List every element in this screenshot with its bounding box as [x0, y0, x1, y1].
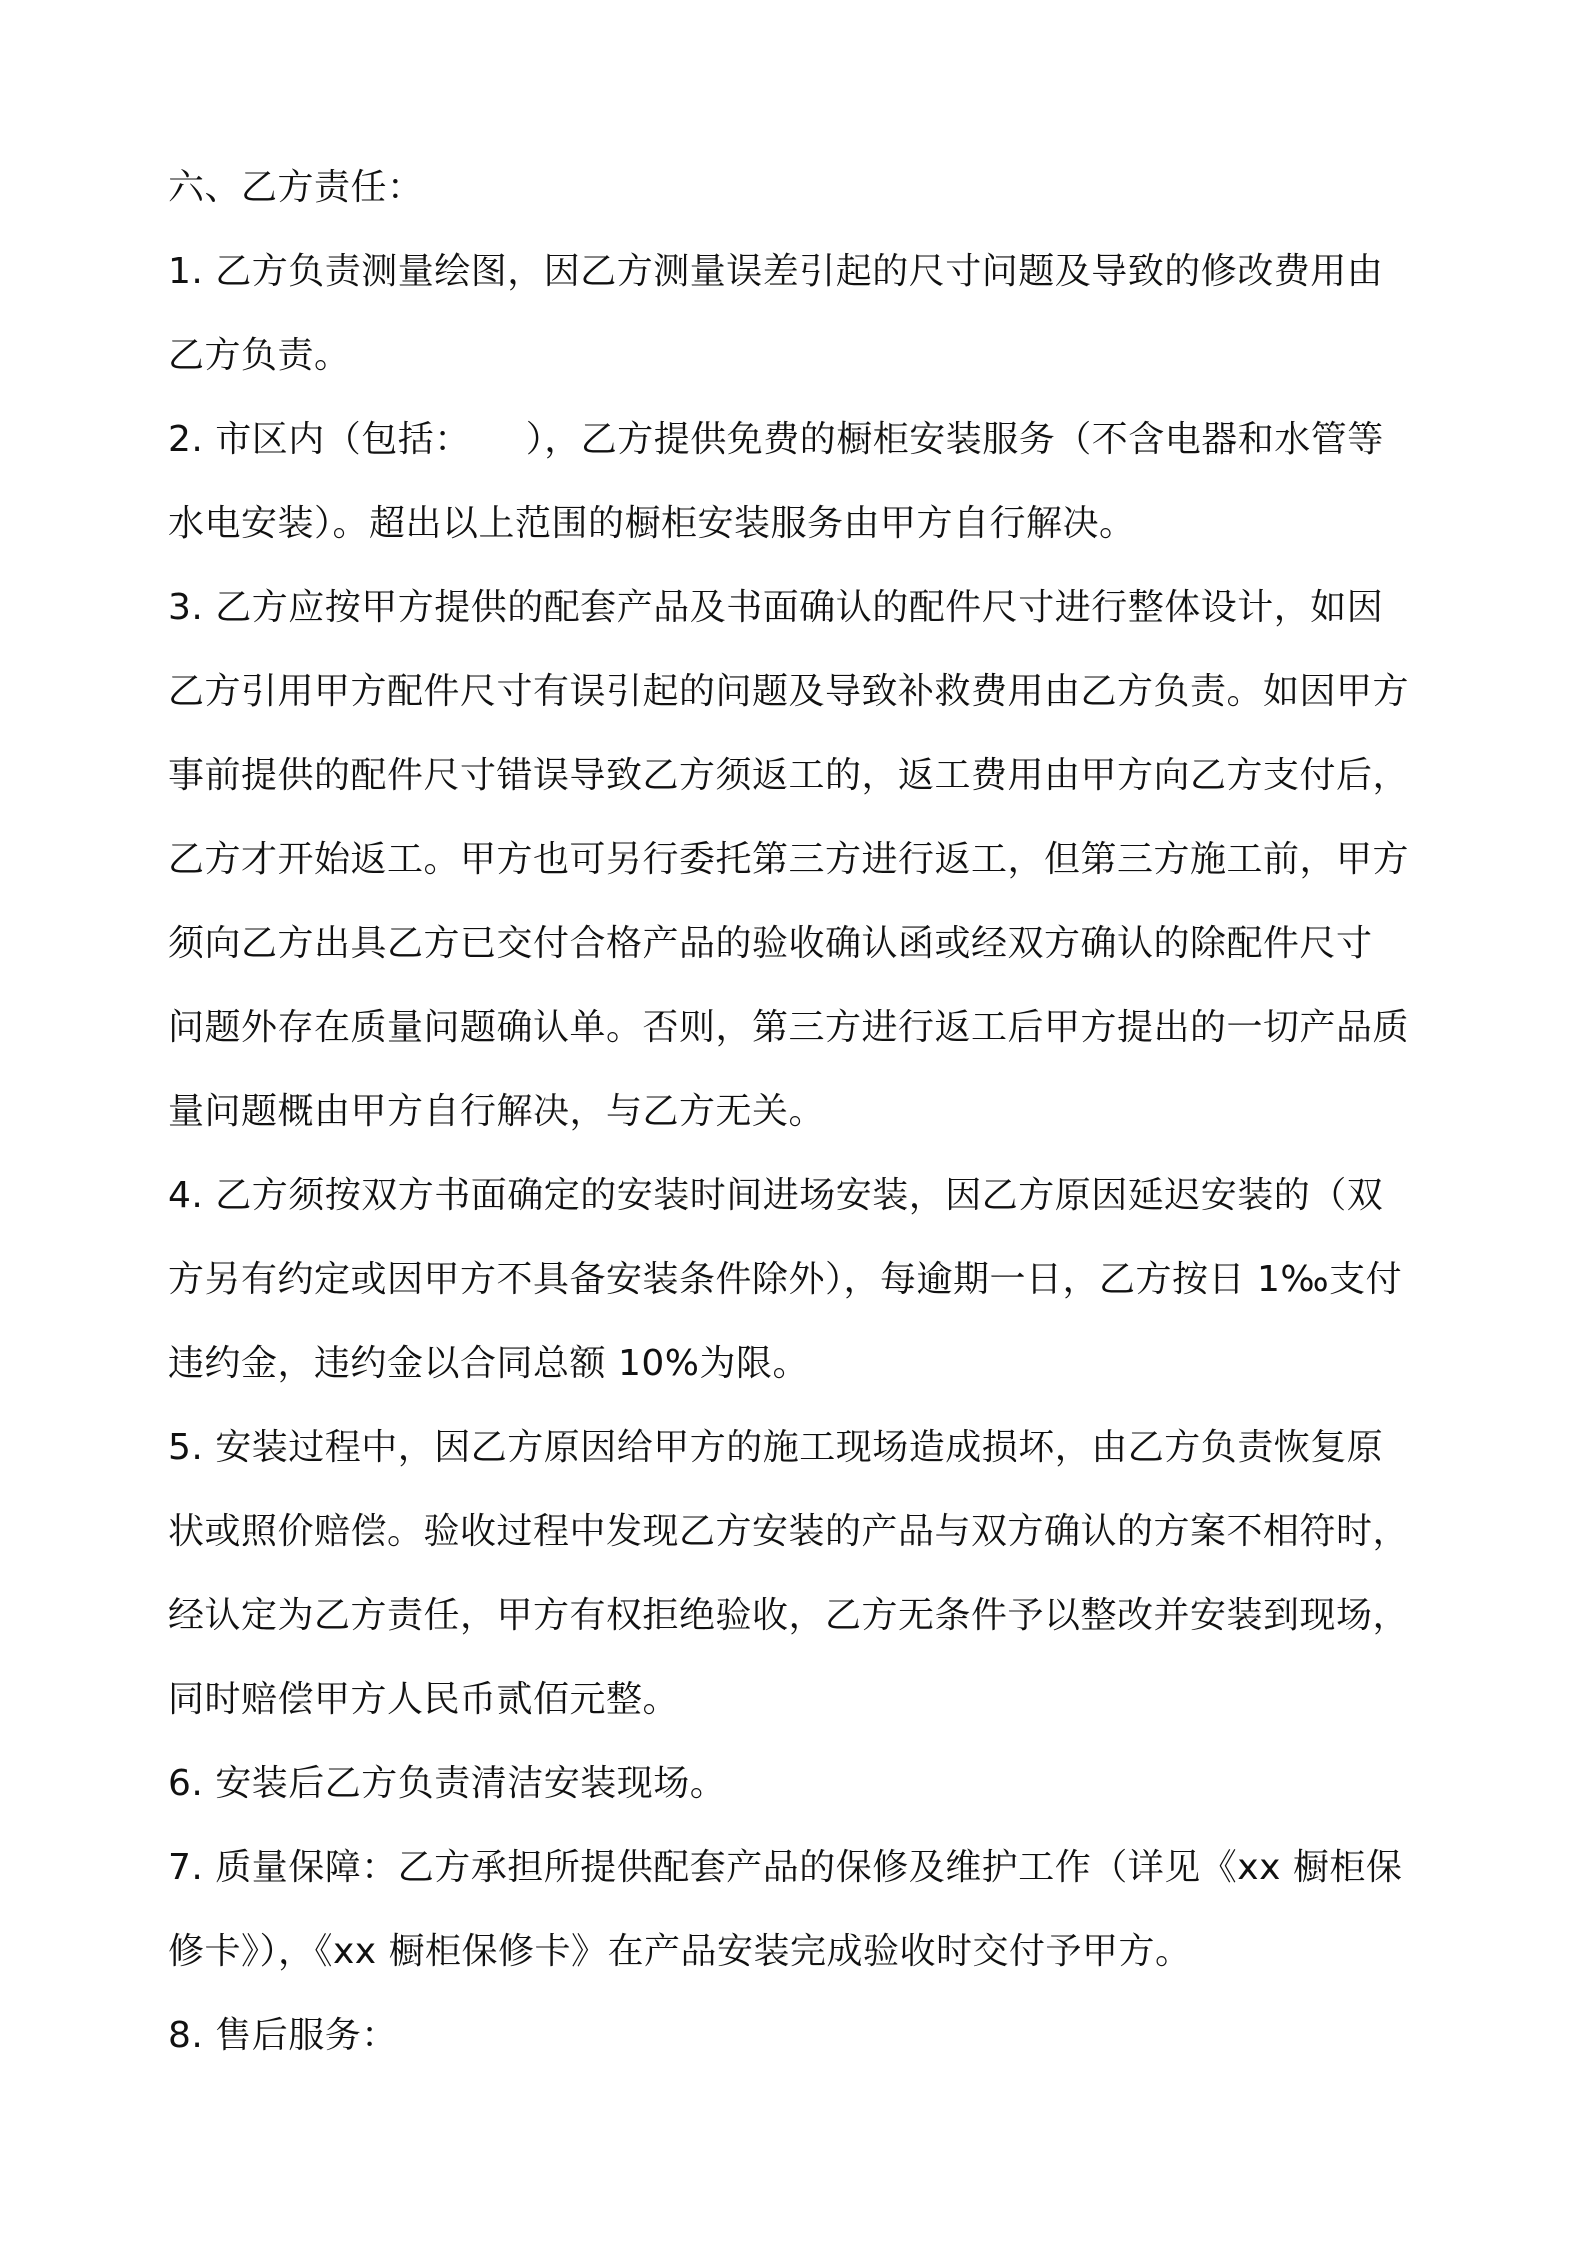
clause-4-line-2: 方另有约定或因甲方不具备安装条件除外），每逾期一日，乙方按日 1‰支付: [168, 1259, 1403, 1300]
clause-3-line-3: 事前提供的配件尺寸错误导致乙方须返工的，返工费用由甲方向乙方支付后，: [168, 755, 1410, 796]
clause-5-line-2: 状或照价赔偿。验收过程中发现乙方安装的产品与双方确认的方案不相符时，: [168, 1511, 1410, 1552]
clause-3-line-5: 须向乙方出具乙方已交付合格产品的验收确认函或经双方确认的除配件尺寸: [168, 923, 1373, 964]
clause-2-line-1: 2. 市区内（包括： ），乙方提供免费的橱柜安装服务（不含电器和水管等: [168, 419, 1384, 460]
clause-7-line-1: 7. 质量保障：乙方承担所提供配套产品的保修及维护工作（详见《xx 橱柜保: [168, 1847, 1403, 1888]
section-heading: 六、乙方责任：: [168, 167, 424, 208]
clause-8-line-1: 8. 售后服务：: [168, 2015, 398, 2056]
clause-5-line-1: 5. 安装过程中，因乙方原因给甲方的施工现场造成损坏，由乙方负责恢复原: [168, 1427, 1384, 1468]
clause-5-line-4: 同时赔偿甲方人民币贰佰元整。: [168, 1679, 680, 1720]
clause-2-line-2: 水电安装）。超出以上范围的橱柜安装服务由甲方自行解决。: [168, 503, 1136, 544]
clause-3-line-1: 3. 乙方应按甲方提供的配套产品及书面确认的配件尺寸进行整体设计，如因: [168, 587, 1384, 628]
clause-5-line-3: 经认定为乙方责任，甲方有权拒绝验收，乙方无条件予以整改并安装到现场，: [168, 1595, 1410, 1636]
clause-4-line-1: 4. 乙方须按双方书面确定的安装时间进场安装，因乙方原因延迟安装的（双: [168, 1175, 1384, 1216]
clause-3-line-4: 乙方才开始返工。甲方也可另行委托第三方进行返工，但第三方施工前，甲方: [168, 839, 1410, 880]
clause-1-line-2: 乙方负责。: [168, 335, 351, 376]
clause-3-line-7: 量问题概由甲方自行解决，与乙方无关。: [168, 1091, 826, 1132]
clause-1-line-1: 1. 乙方负责测量绘图，因乙方测量误差引起的尺寸问题及导致的修改费用由: [168, 251, 1384, 292]
clause-7-line-2: 修卡》），《xx 橱柜保修卡》在产品安装完成验收时交付予甲方。: [168, 1931, 1192, 1972]
clause-3-line-2: 乙方引用甲方配件尺寸有误引起的问题及导致补救费用由乙方负责。如因甲方: [168, 671, 1410, 712]
clause-4-line-3: 违约金，违约金以合同总额 10%为限。: [168, 1343, 809, 1384]
clause-3-line-6: 问题外存在质量问题确认单。否则，第三方进行返工后甲方提出的一切产品质: [168, 1007, 1410, 1048]
clause-6-line-1: 6. 安装后乙方负责清洁安装现场。: [168, 1763, 727, 1804]
contract-section-text: [168, 146, 1432, 2078]
